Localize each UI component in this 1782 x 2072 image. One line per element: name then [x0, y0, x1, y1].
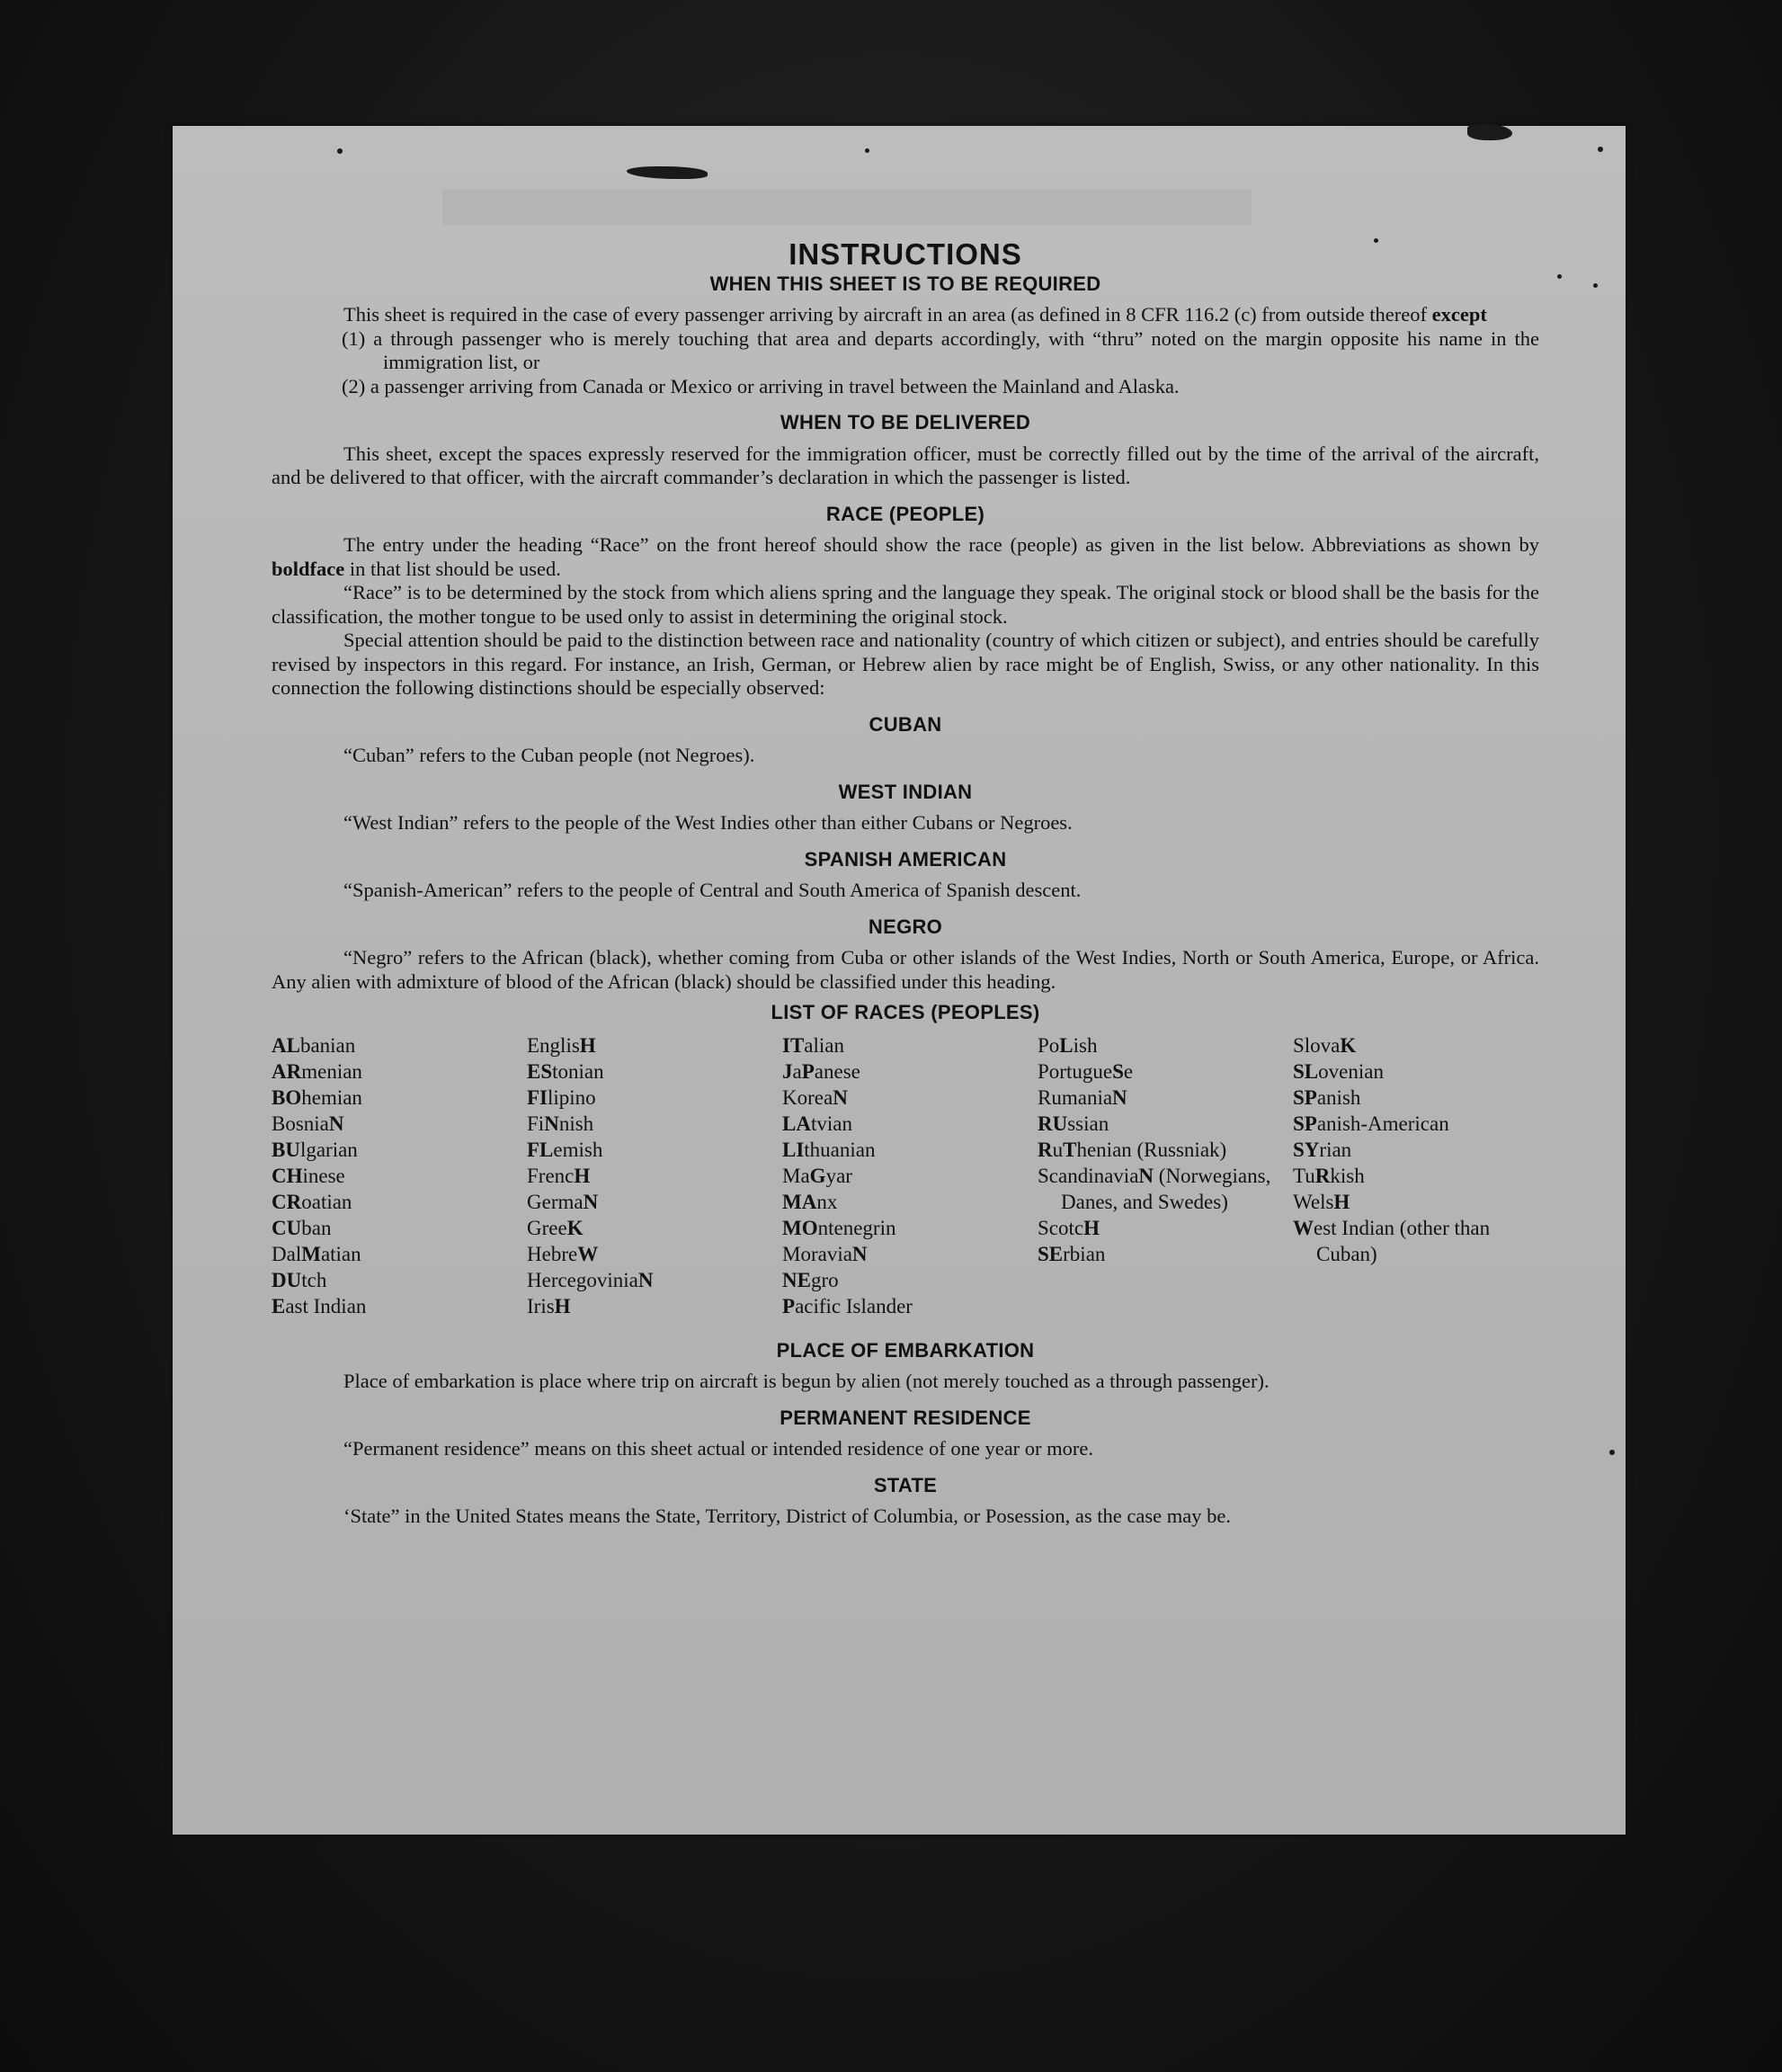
race-item [1038, 1241, 1284, 1267]
race-text: ban [301, 1216, 332, 1239]
race-text: Po [1038, 1033, 1060, 1057]
race-item [782, 1111, 1029, 1137]
race-item [272, 1085, 518, 1111]
race-abbreviation: L [1059, 1033, 1074, 1057]
race-text: ntenegrin [817, 1216, 896, 1239]
race-item [1293, 1215, 1539, 1267]
race-abbreviation: MA [782, 1190, 817, 1213]
race-abbreviation: NE [782, 1268, 811, 1291]
negro-text: “Negro” refers to the African (black), whether coming from Cuba or other islands of the West Indies, North or South America, Europe, or Africa. Any alien with admixture of blood of the African (black) should be classified under this heading. [272, 946, 1539, 993]
race-abbreviation: ES [527, 1059, 553, 1083]
ink-smudge [627, 166, 708, 179]
race-text: Portugue [1038, 1059, 1113, 1083]
race-text: Scandinavia [1038, 1164, 1139, 1187]
races-column-4 [1038, 1032, 1284, 1319]
when-delivered-text: This sheet, except the spaces expressly reserved for the immigration officer, must be correctly filled out by the time of the arrival of the aircraft, and be delivered to that officer, with the aircraft commander’s declaration in which the passenger is listed. [272, 442, 1539, 488]
race-abbreviation: T [1063, 1138, 1077, 1161]
race-text: rian [1319, 1138, 1352, 1161]
speck [1557, 274, 1562, 279]
race-abbreviation: M [301, 1242, 321, 1265]
race-abbreviation: H [579, 1033, 596, 1057]
race-item [272, 1267, 518, 1293]
heading-spanish-american: SPANISH AMERICAN [804, 847, 1007, 871]
race-item [782, 1241, 1029, 1267]
race-item [272, 1163, 518, 1189]
race-item [782, 1085, 1029, 1111]
race-abbreviation: G [809, 1164, 826, 1187]
race-item [527, 1215, 773, 1241]
race-item [1038, 1137, 1284, 1163]
race-item [1293, 1111, 1539, 1137]
race-abbreviation: N [544, 1112, 559, 1135]
race-abbreviation: IT [782, 1033, 805, 1057]
race-text: tch [301, 1268, 327, 1291]
race-text: tvian [810, 1112, 852, 1135]
race-text: Iris [527, 1294, 555, 1317]
heading-cuban: CUBAN [869, 712, 942, 736]
race-text: acific Islander [795, 1294, 913, 1317]
races-column-5 [1293, 1032, 1539, 1319]
race-text: thuanian [804, 1138, 876, 1161]
when-required-intro: This sheet is required in the case of every passenger arriving by aircraft in an area (as defined in 8 CFR 116.2 (c) from outside thereof except [343, 303, 1487, 326]
race-abbreviation: DU [272, 1268, 302, 1291]
race-text: anish-American [1316, 1112, 1449, 1135]
race-text: Frenc [527, 1164, 575, 1187]
race-abbreviation: CH [272, 1164, 303, 1187]
race-abbreviation: CU [272, 1216, 302, 1239]
race-text: Scotc [1038, 1216, 1084, 1239]
race-item [782, 1137, 1029, 1163]
race-item [527, 1111, 773, 1137]
race-abbreviation: W [577, 1242, 599, 1265]
race-text: u [1052, 1138, 1064, 1161]
race-abbreviation: SP [1293, 1112, 1317, 1135]
race-paragraph-2: “Race” is to be determined by the stock from which aliens spring and the language they speak. The original stock or blood shall be the basis for the classification, the mother tongue to be used only to assist in determining the original stock. [272, 581, 1539, 628]
race-text: emish [553, 1138, 603, 1161]
race-text: hemian [301, 1085, 362, 1109]
race-text: Tu [1293, 1164, 1315, 1187]
race-text: menian [301, 1059, 362, 1083]
race-abbreviation: SY [1293, 1138, 1320, 1161]
race-abbreviation: FI [527, 1085, 548, 1109]
race-abbreviation: H [1083, 1216, 1100, 1239]
corner-damage [1467, 124, 1512, 140]
race-text: lgarian [299, 1138, 358, 1161]
document-page [173, 126, 1626, 1835]
speck [865, 148, 869, 153]
race-abbreviation: CR [272, 1190, 302, 1213]
race-paragraph-1: The entry under the heading “Race” on the front hereof should show the race (people) as given in the list below. Abbreviations as shown by boldface in that list should be used. [272, 533, 1539, 580]
race-abbreviation: N [1138, 1164, 1154, 1187]
race-abbreviation: H [574, 1164, 591, 1187]
race-abbreviation: R [1314, 1164, 1331, 1187]
race-abbreviation: P [782, 1294, 796, 1317]
state-text: ‘State” in the United States means the State, Territory, District of Columbia, or Posession, as the case may be. [343, 1505, 1231, 1527]
race-text: e [1123, 1059, 1134, 1083]
heading-state: STATE [873, 1473, 938, 1496]
race-abbreviation: N [637, 1268, 654, 1291]
races-column-2 [527, 1032, 773, 1319]
race-text: lipino [548, 1085, 596, 1109]
heading-permanent-residence: PERMANENT RESIDENCE [780, 1406, 1031, 1429]
when-required-item-2: (2) a passenger arriving from Canada or Mexico or arriving in travel between the Mainland and Alaska. [342, 374, 1180, 397]
race-abbreviation: E [272, 1294, 286, 1317]
race-item [1038, 1058, 1284, 1085]
place-of-embarkation-text: Place of embarkation is place where trip on aircraft is begun by alien (not merely touched as a through passenger). [343, 1370, 1270, 1392]
race-text: ish [1073, 1033, 1098, 1057]
race-item [782, 1189, 1029, 1215]
race-text: alian [804, 1033, 844, 1057]
race-text: Ma [782, 1164, 810, 1187]
race-abbreviation: P [801, 1059, 815, 1083]
race-text: est Indian (other than Cuban) [1314, 1216, 1491, 1265]
races-column-1 [272, 1032, 518, 1319]
race-item [1293, 1189, 1539, 1215]
race-item [527, 1241, 773, 1267]
race-abbreviation: N [1112, 1085, 1127, 1109]
races-list [272, 1032, 1539, 1319]
race-text: inese [302, 1164, 345, 1187]
heading-when-delivered: WHEN TO BE DELIVERED [780, 411, 1031, 433]
race-text: Englis [527, 1033, 580, 1057]
cuban-text: “Cuban” refers to the Cuban people (not Negroes). [343, 744, 755, 766]
race-abbreviation: SP [1293, 1085, 1317, 1109]
race-abbreviation: SE [1038, 1242, 1064, 1265]
race-item [1293, 1085, 1539, 1111]
race-text: kish [1330, 1164, 1365, 1187]
race-text: rbian [1063, 1242, 1106, 1265]
race-text: ssian [1067, 1112, 1109, 1135]
page-title: INSTRUCTIONS [789, 237, 1022, 271]
race-text: tonian [552, 1059, 604, 1083]
heading-list-of-races: LIST OF RACES (PEOPLES) [771, 1001, 1040, 1023]
race-text: yar [825, 1164, 852, 1187]
race-item [527, 1293, 773, 1319]
race-text: Slova [1293, 1033, 1341, 1057]
race-item [1293, 1032, 1539, 1058]
spanish-american-text: “Spanish-American” refers to the people of Central and South America of Spanish descent. [343, 879, 1082, 901]
race-item [272, 1215, 518, 1241]
heading-negro: NEGRO [868, 915, 943, 938]
race-item [272, 1137, 518, 1163]
race-abbreviation: SL [1293, 1059, 1319, 1083]
race-text: Hebre [527, 1242, 578, 1265]
race-text: a [792, 1059, 802, 1083]
race-item [1293, 1137, 1539, 1163]
race-abbreviation: BO [272, 1085, 302, 1109]
race-text: henian (Russniak) [1076, 1138, 1227, 1161]
race-text: nish [558, 1112, 594, 1135]
race-text: ast Indian [285, 1294, 367, 1317]
race-text: Moravia [782, 1242, 852, 1265]
race-abbreviation: BU [272, 1138, 300, 1161]
race-abbreviation: MO [782, 1216, 818, 1239]
race-abbreviation: H [1333, 1190, 1350, 1213]
speck [1609, 1450, 1615, 1455]
race-abbreviation: FL [527, 1138, 554, 1161]
race-item [527, 1163, 773, 1189]
race-paragraph-3: Special attention should be paid to the distinction between race and nationality (country of which citizen or subject), and entries should be carefully revised by inspectors in this regard. For instance, an Irish, German, or Hebrew alien by race might be of English, Swiss, or any other nationality. In this connection the following distinctions should be especially observed: [272, 629, 1539, 699]
race-item [782, 1058, 1029, 1085]
race-item [1038, 1111, 1284, 1137]
race-item [1038, 1215, 1284, 1241]
speck [337, 148, 343, 154]
race-text: atian [320, 1242, 361, 1265]
race-abbreviation: J [782, 1059, 793, 1083]
race-text: anish [1316, 1085, 1361, 1109]
race-abbreviation: N [851, 1242, 868, 1265]
race-text: anese [814, 1059, 860, 1083]
race-item [1038, 1163, 1284, 1215]
race-item [782, 1163, 1029, 1189]
race-item [272, 1241, 518, 1267]
west-indian-text: “West Indian” refers to the people of the West Indies other than either Cubans or Negroes. [343, 811, 1073, 834]
race-abbreviation: AL [272, 1033, 300, 1057]
race-item [527, 1058, 773, 1085]
race-text: Korea [782, 1085, 833, 1109]
speck [1598, 147, 1603, 152]
race-text: oatian [301, 1190, 352, 1213]
race-abbreviation: R [1038, 1138, 1053, 1161]
race-item [272, 1189, 518, 1215]
heading-race: RACE (PEOPLE) [825, 502, 985, 525]
race-item [527, 1267, 773, 1293]
race-abbreviation: K [1340, 1033, 1357, 1057]
race-abbreviation: LI [782, 1138, 805, 1161]
race-text: gro [810, 1268, 839, 1291]
race-abbreviation: LA [782, 1112, 811, 1135]
race-text: banian [299, 1033, 356, 1057]
race-text: Hercegovinia [527, 1268, 638, 1291]
race-abbreviation: N [328, 1112, 344, 1135]
race-item [272, 1058, 518, 1085]
race-text: Bosnia [272, 1112, 329, 1135]
race-abbreviation: RU [1038, 1112, 1068, 1135]
when-required-item-1: (1) a through passenger who is merely touching that area and departs accordingly, with “thru” noted on the margin opposite his name in the immigration list, or [342, 326, 1539, 373]
race-item [1293, 1058, 1539, 1085]
heading-west-indian: WEST INDIAN [838, 780, 973, 803]
race-item [527, 1032, 773, 1058]
race-item [782, 1032, 1029, 1058]
race-text: Dal [272, 1242, 302, 1265]
race-text: nx [816, 1190, 838, 1213]
race-text: (Norwegians, Danes, and Swedes) [1061, 1164, 1271, 1213]
race-item [527, 1137, 773, 1163]
race-abbreviation: AR [272, 1059, 302, 1083]
race-abbreviation: W [1293, 1216, 1314, 1239]
speck [1593, 283, 1598, 288]
race-item [272, 1293, 518, 1319]
races-column-3 [782, 1032, 1029, 1319]
race-abbreviation: H [554, 1294, 571, 1317]
race-text: Gree [527, 1216, 567, 1239]
race-text: Rumania [1038, 1085, 1113, 1109]
race-abbreviation: N [833, 1085, 848, 1109]
race-item [527, 1085, 773, 1111]
race-item [527, 1189, 773, 1215]
race-text: Wels [1293, 1190, 1334, 1213]
race-text: ovenian [1318, 1059, 1384, 1083]
race-item [1293, 1163, 1539, 1189]
heading-place-of-embarkation: PLACE OF EMBARKATION [776, 1338, 1035, 1362]
race-abbreviation: S [1112, 1059, 1124, 1083]
race-item [782, 1267, 1029, 1293]
race-item [1038, 1032, 1284, 1058]
race-item [272, 1032, 518, 1058]
heading-when-required: WHEN THIS SHEET IS TO BE REQUIRED [709, 272, 1101, 295]
race-item [782, 1293, 1029, 1319]
race-abbreviation: K [566, 1216, 584, 1239]
race-text: Germa [527, 1190, 584, 1213]
race-text: Fi [527, 1112, 545, 1135]
race-abbreviation: N [583, 1190, 599, 1213]
permanent-residence-text: “Permanent residence” means on this sheet actual or intended residence of one year or more. [343, 1437, 1094, 1460]
race-item [272, 1111, 518, 1137]
instructions-content [272, 237, 1539, 1529]
race-item [1038, 1085, 1284, 1111]
race-item [782, 1215, 1029, 1241]
bleed-through [442, 189, 1252, 225]
